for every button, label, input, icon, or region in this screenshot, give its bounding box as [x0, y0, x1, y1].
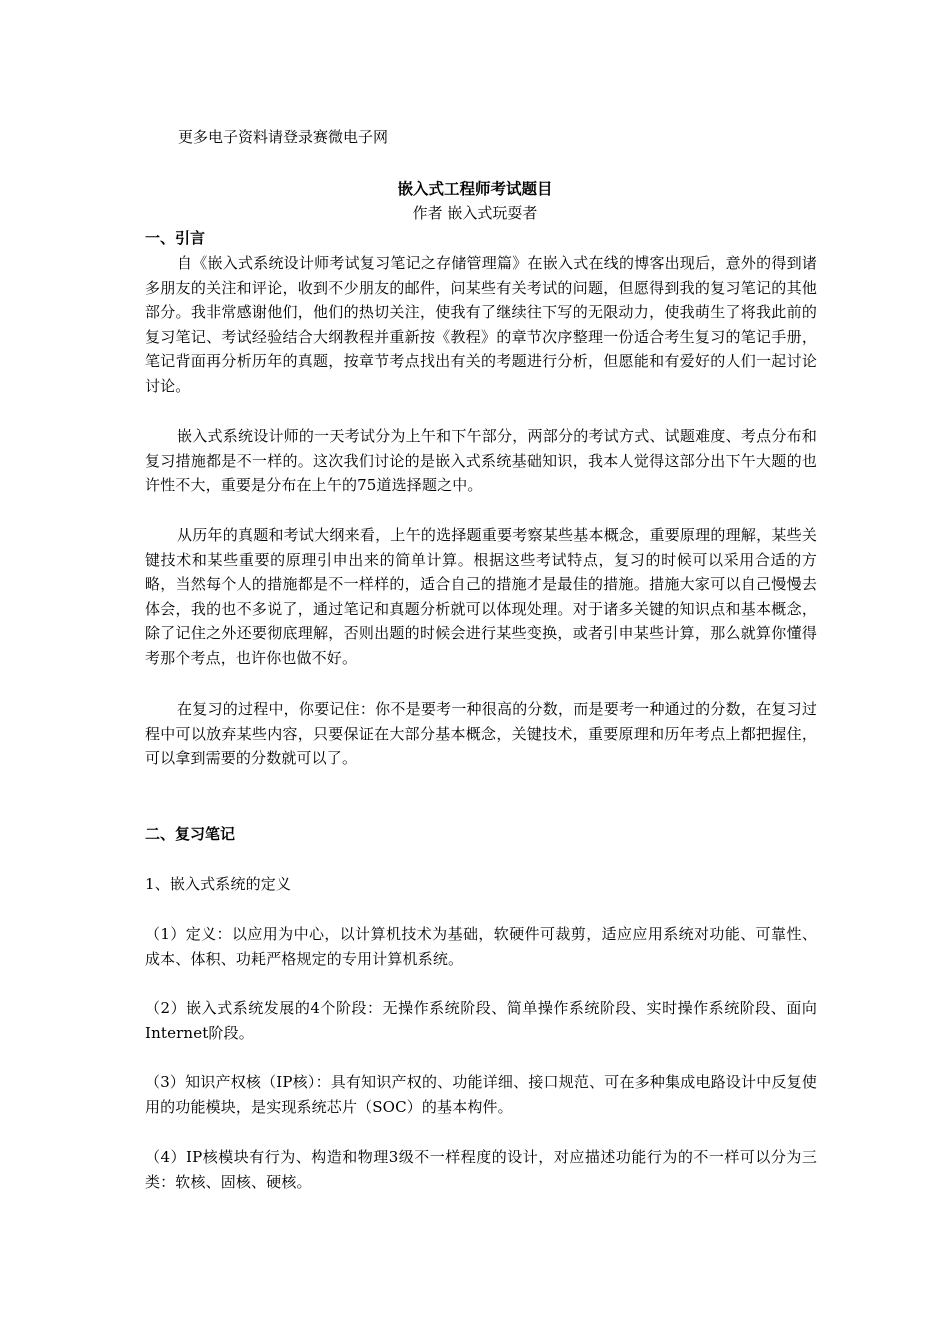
section-heading-intro: 一、引言	[145, 229, 206, 247]
note-item-2	[145, 996, 817, 1045]
list-item: （4）IP核模块有行为、构造和物理3级不一样程度的设计，对应描述功能行为的不一样可以分为三类：软核、固核、硬核。	[145, 1148, 817, 1191]
intro-paragraph-4	[145, 697, 817, 771]
subheading-definition	[145, 872, 817, 897]
list-item: （2）嵌入式系统发展的4个阶段：无操作系统阶段、简单操作系统阶段、实时操作系统阶段、面向Internet阶段。	[145, 999, 817, 1042]
intro-paragraph-3	[145, 523, 817, 670]
list-item: （1）定义：以应用为中心，以计算机技术为基础，软硬件可裁剪，适应应用系统对功能、可靠性、成本、体积、功耗严格规定的专用计算机系统。	[145, 925, 817, 968]
section-heading-notes: 二、复习笔记	[145, 825, 236, 843]
paragraph: 嵌入式系统设计师的一天考试分为上午和下午部分，两部分的考试方式、试题难度、考点分布和复习措施都是不一样的。这次我们讨论的是嵌入式系统基础知识，我本人觉得这部分出下午大题的也许性不大，重要是分布在上午的75道选择题之中。	[145, 427, 817, 494]
intro-paragraph-2	[145, 424, 817, 498]
paragraph: 自《嵌入式系统设计师考试复习笔记之存储管理篇》在嵌入式在线的博客出现后，意外的得到诸多朋友的关注和评论，收到不少朋友的邮件，问某些有关考试的问题，但愿得到我的复习笔记的其他部分。我非常感谢他们，他们的热切关注，使我有了继续往下写的无限动力，使我萌生了将我此前的复习笔记、考试经验结合大纲教程并重新按《教程》的章节次序整理一份适合考生复习的笔记手册，笔记背面再分析历年的真题，按章节考点找出有关的考题进行分析，但愿能和有爱好的人们一起讨论讨论。	[145, 254, 817, 395]
paragraph: 从历年的真题和考试大纲来看，上午的选择题重要考察某些基本概念，重要原理的理解，某些关键技术和某些重要的原理引申出来的简单计算。根据这些考试特点，复习的时候可以采用合适的方略，当然每个人的措施都是不一样样的，适合自己的措施才是最佳的措施。措施大家可以自己慢慢去体会，我的也不多说了，通过笔记和真题分析就可以体现处理。对于诸多关键的知识点和基本概念，除了记住之外还要彻底理解，否则出题的时候会进行某些变换，或者引申某些计算，那么就算你懂得考那个考点，也许你也做不好。	[145, 526, 817, 667]
paragraph: 在复习的过程中，你要记住：你不是要考一种很高的分数，而是要考一种通过的分数，在复习过程中可以放弃某些内容，只要保证在大部分基本概念，关键技术，重要原理和历年考点上都把握住，可以拿到需要的分数就可以了。	[145, 700, 817, 767]
subheading: 1、嵌入式系统的定义	[145, 875, 292, 893]
note-item-1	[145, 922, 817, 971]
intro-paragraph-1	[145, 251, 817, 398]
note-item-3	[145, 1070, 817, 1119]
list-item: （3）知识产权核（IP核）：具有知识产权的、功能详细、接口规范、可在多种集成电路设计中反复使用的功能模块，是实现系统芯片（SOC）的基本构件。	[145, 1073, 817, 1116]
note-item-4	[145, 1145, 817, 1194]
header-note: 更多电子资料请登录赛微电子网	[178, 128, 389, 146]
document-title: 嵌入式工程师考试题目	[397, 180, 553, 198]
document-author: 作者 嵌入式玩耍者	[412, 204, 538, 222]
